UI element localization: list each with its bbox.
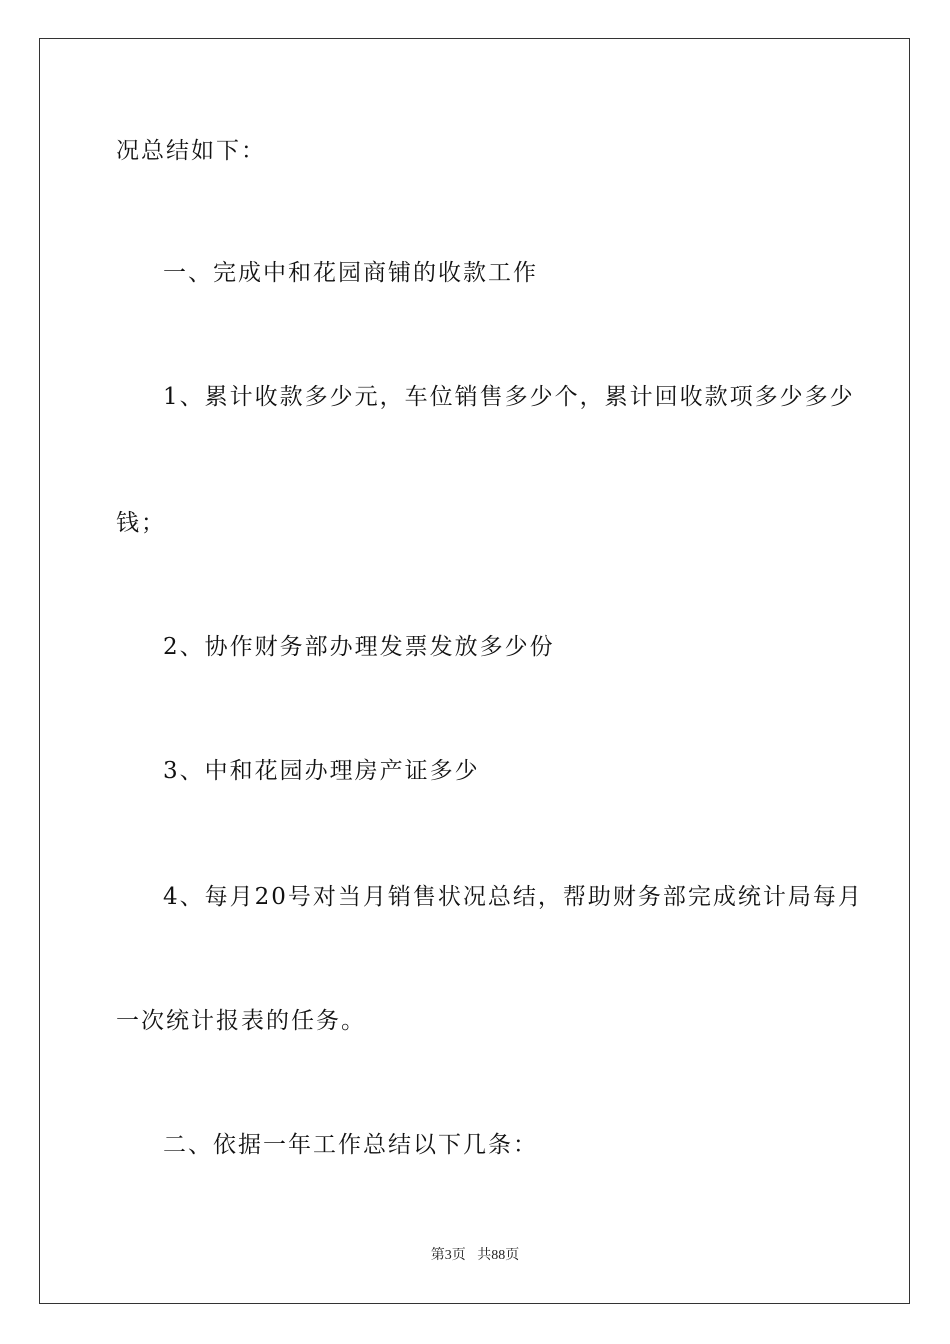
page-frame [39, 38, 910, 1304]
total-pages: 共88页 [477, 1248, 520, 1263]
paragraph-line: 2、协作财务部办理发票发放多少份 [163, 634, 555, 660]
paragraph-line: 4、每月20号对当月销售状况总结，帮助财务部完成统计局每月 [163, 884, 863, 910]
paragraph-line: 况总结如下： [116, 138, 266, 164]
paragraph-line: 一次统计报表的任务。 [116, 1008, 366, 1034]
paragraph-line: 钱； [116, 510, 166, 536]
paragraph-line: 3、中和花园办理房产证多少 [163, 758, 480, 784]
page-number: 第3页 [430, 1248, 466, 1263]
page-footer [0, 1246, 950, 1266]
section-heading: 二、依据一年工作总结以下几条： [163, 1132, 538, 1158]
paragraph-line: 1、累计收款多少元，车位销售多少个，累计回收款项多少多少 [163, 384, 855, 410]
section-heading: 一、完成中和花园商铺的收款工作 [163, 260, 538, 286]
